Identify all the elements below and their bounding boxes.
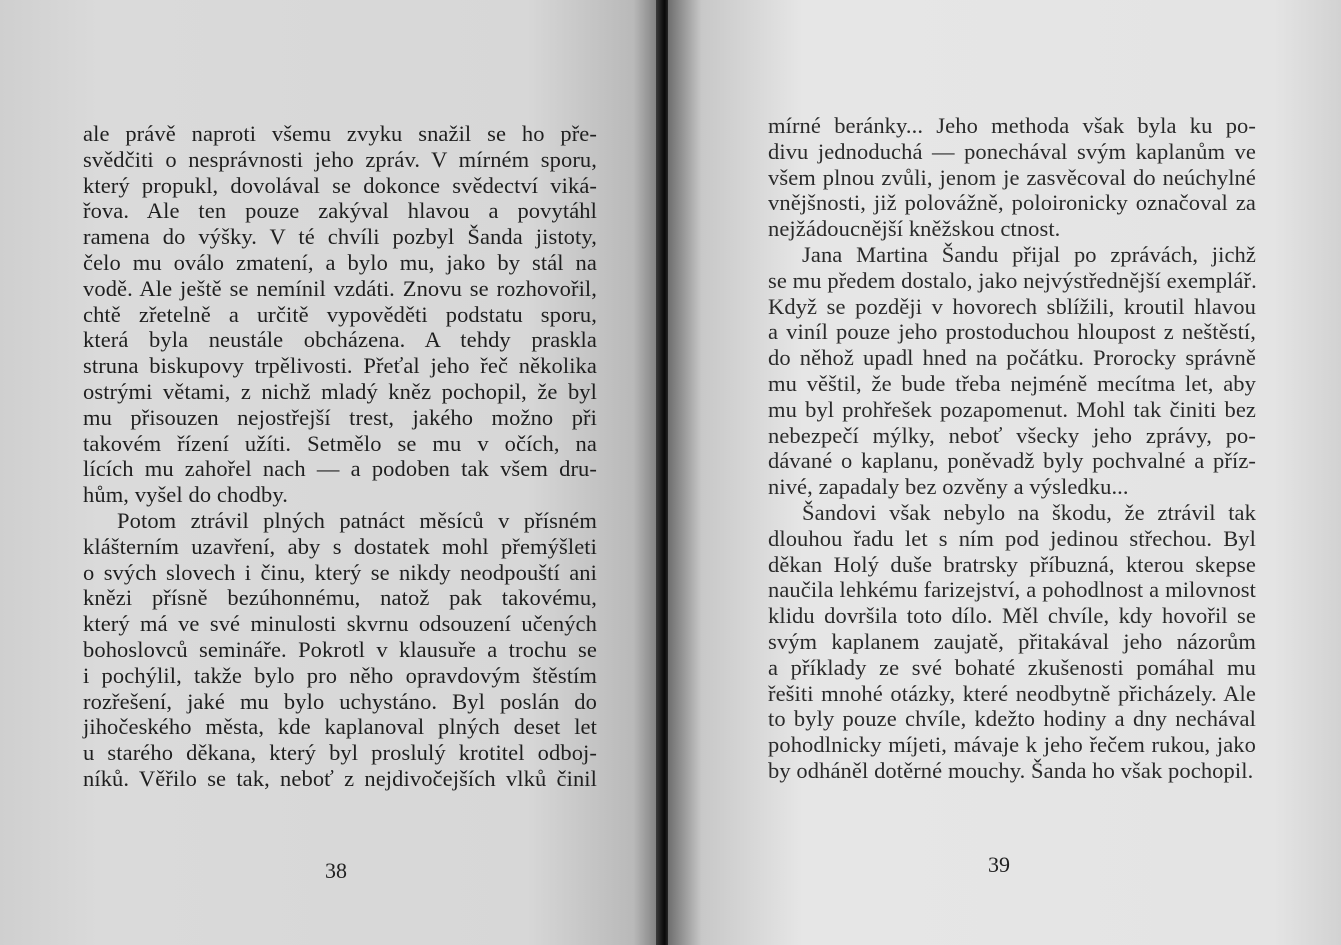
text-line: lících mu zahořel nach — a podoben tak všem dru-	[83, 456, 597, 482]
text-line: to byly pouze chvíle, kdežto hodiny a dny nechával	[768, 706, 1256, 732]
text-line: dlouhou řadu let s ním pod jedinou střechou. Byl	[768, 525, 1256, 551]
text-line: naučila lehkému farizejství, a pohodlnost a milovnost	[768, 577, 1256, 603]
text-line: struna biskupovy trpělivosti. Přeťal jeho řeč několika	[83, 353, 597, 379]
text-line: nejžádoucnější kněžskou ctnost.	[768, 216, 1061, 242]
text-line: divu jednoduchá — ponechával svým kaplanům ve	[768, 138, 1256, 164]
text-line: čelo mu oválo zmatení, a bylo mu, jako by stál na	[83, 249, 597, 275]
text-line: a příklady ze své bohaté zkušenosti pomáhal mu	[768, 654, 1256, 680]
text-line: mírné beránky... Jeho methoda však byla ku po-	[768, 113, 1256, 138]
text-line: i pochýlil, takže bylo pro něho opravdovým štěstím	[83, 662, 597, 688]
text-line: mu věštil, že bude třeba nejméně mecítma let, aby	[768, 370, 1256, 396]
text-line: řešiti mnohé otázky, které neodbytně přicházely. Ale	[768, 680, 1256, 706]
text-line: chtě zřetelně a určitě vypověděti podstatu sporu,	[83, 301, 597, 327]
text-line: se mu předem dostalo, jako nejvýstřednější exemplář.	[768, 267, 1257, 293]
text-line: vodě. Ale ještě se nemínil vzdáti. Znovu se rozhovořil,	[83, 275, 597, 301]
left-page	[0, 0, 660, 945]
text-line: mu byl prohřešek pozapomenut. Mohl tak činiti bez	[768, 396, 1256, 422]
text-line: klidu dovršila toto dílo. Měl chvíle, kdy hovořil se	[768, 603, 1256, 629]
text-line: o svých slovech i činu, který se nikdy neodpouští ani	[83, 559, 597, 585]
text-line: nivé, zapadaly bez ozvěny a výsledku...	[768, 474, 1129, 500]
text-line: mu přisouzen nejostřejší trest, jakého možno při	[83, 404, 597, 430]
text-line: a viníl pouze jeho prostoduchou hloupost z neštěstí,	[768, 319, 1256, 345]
right-page	[668, 0, 1341, 945]
text-line: knězi přísně bezúhonnému, natož pak takovému,	[83, 585, 597, 611]
text-line: dávané o kaplanu, poněvadž byly pochvalné a příz-	[768, 448, 1256, 474]
text-line: by odháněl dotěrné mouchy. Šanda ho však pochopil.	[768, 757, 1254, 783]
text-line: vnějšnosti, již polovážně, poloironicky označoval za	[768, 190, 1256, 216]
right-page-number: 39	[988, 852, 1010, 877]
text-line: Když se později v hovorech sblížili, kroutil hlavou	[768, 293, 1256, 319]
text-line: u starého děkana, který byl proslulý krotitel odboj-	[83, 740, 597, 766]
text-line: řova. Ale ten pouze zakýval hlavou a povytáhl	[83, 198, 597, 224]
text-line: Šandovi však nebylo na škodu, že ztrávil tak	[802, 499, 1256, 525]
text-line: do něhož upadl hned na počátku. Prorocky správně	[768, 345, 1256, 371]
text-line: Jana Martina Šandu přijal po zprávách, jichž	[802, 241, 1256, 267]
text-line: hům, vyšel do chodby.	[83, 482, 288, 508]
text-line: klášterním uzavření, aby s dostatek mohl přemýšleti	[83, 533, 597, 559]
text-line: všem plnou zvůli, jenom je zasvěcoval do neúchylné	[768, 164, 1256, 190]
text-line: pohodlnicky míjeti, mávaje k jeho řečem rukou, jako	[768, 732, 1256, 758]
text-line: takovém řízení užíti. Setmělo se mu v očích, na	[83, 430, 597, 456]
text-line: nebezpečí mýlky, neboť všecky jeho zprávy, po-	[768, 422, 1256, 448]
text-line: níků. Věřilo se tak, neboť z nejdivočejších vlků činil	[83, 765, 597, 791]
text-line: ramena do výšky. V té chvíli pozbyl Šanda jistoty,	[83, 224, 597, 250]
text-line: svým kaplanem zaujatě, přitakával jeho názorům	[768, 628, 1256, 654]
right-page-text	[768, 113, 1256, 784]
text-line: ostrými větami, z nichž mladý kněz pochopil, že byl	[83, 378, 597, 404]
text-line: jihočeského města, kde kaplanoval plných deset let	[83, 714, 597, 740]
text-line: děkan Holý duše bratrsky příbuzná, kterou skepse	[768, 551, 1256, 577]
text-line: který propukl, dovolával se dokonce svědectví viká-	[83, 172, 597, 198]
text-line: Potom ztrávil plných patnáct měsíců v přísném	[117, 507, 597, 533]
text-line: svědčiti o nesprávnosti jeho zpráv. V mírném sporu,	[83, 146, 597, 172]
left-page-number: 38	[325, 858, 347, 883]
text-line: bohoslovců semináře. Pokrotl v klausuře a trochu se	[83, 636, 597, 662]
text-line: rozřešení, jaké mu bylo uchystáno. Byl poslán do	[83, 688, 597, 714]
text-line: ale právě naproti všemu zvyku snažil se ho pře-	[83, 121, 597, 146]
text-line: která byla neustále obcházena. A tehdy praskla	[83, 327, 597, 353]
text-line: který má ve své minulosti skvrnu odsouzení učených	[83, 611, 597, 637]
left-page-text	[83, 121, 597, 792]
